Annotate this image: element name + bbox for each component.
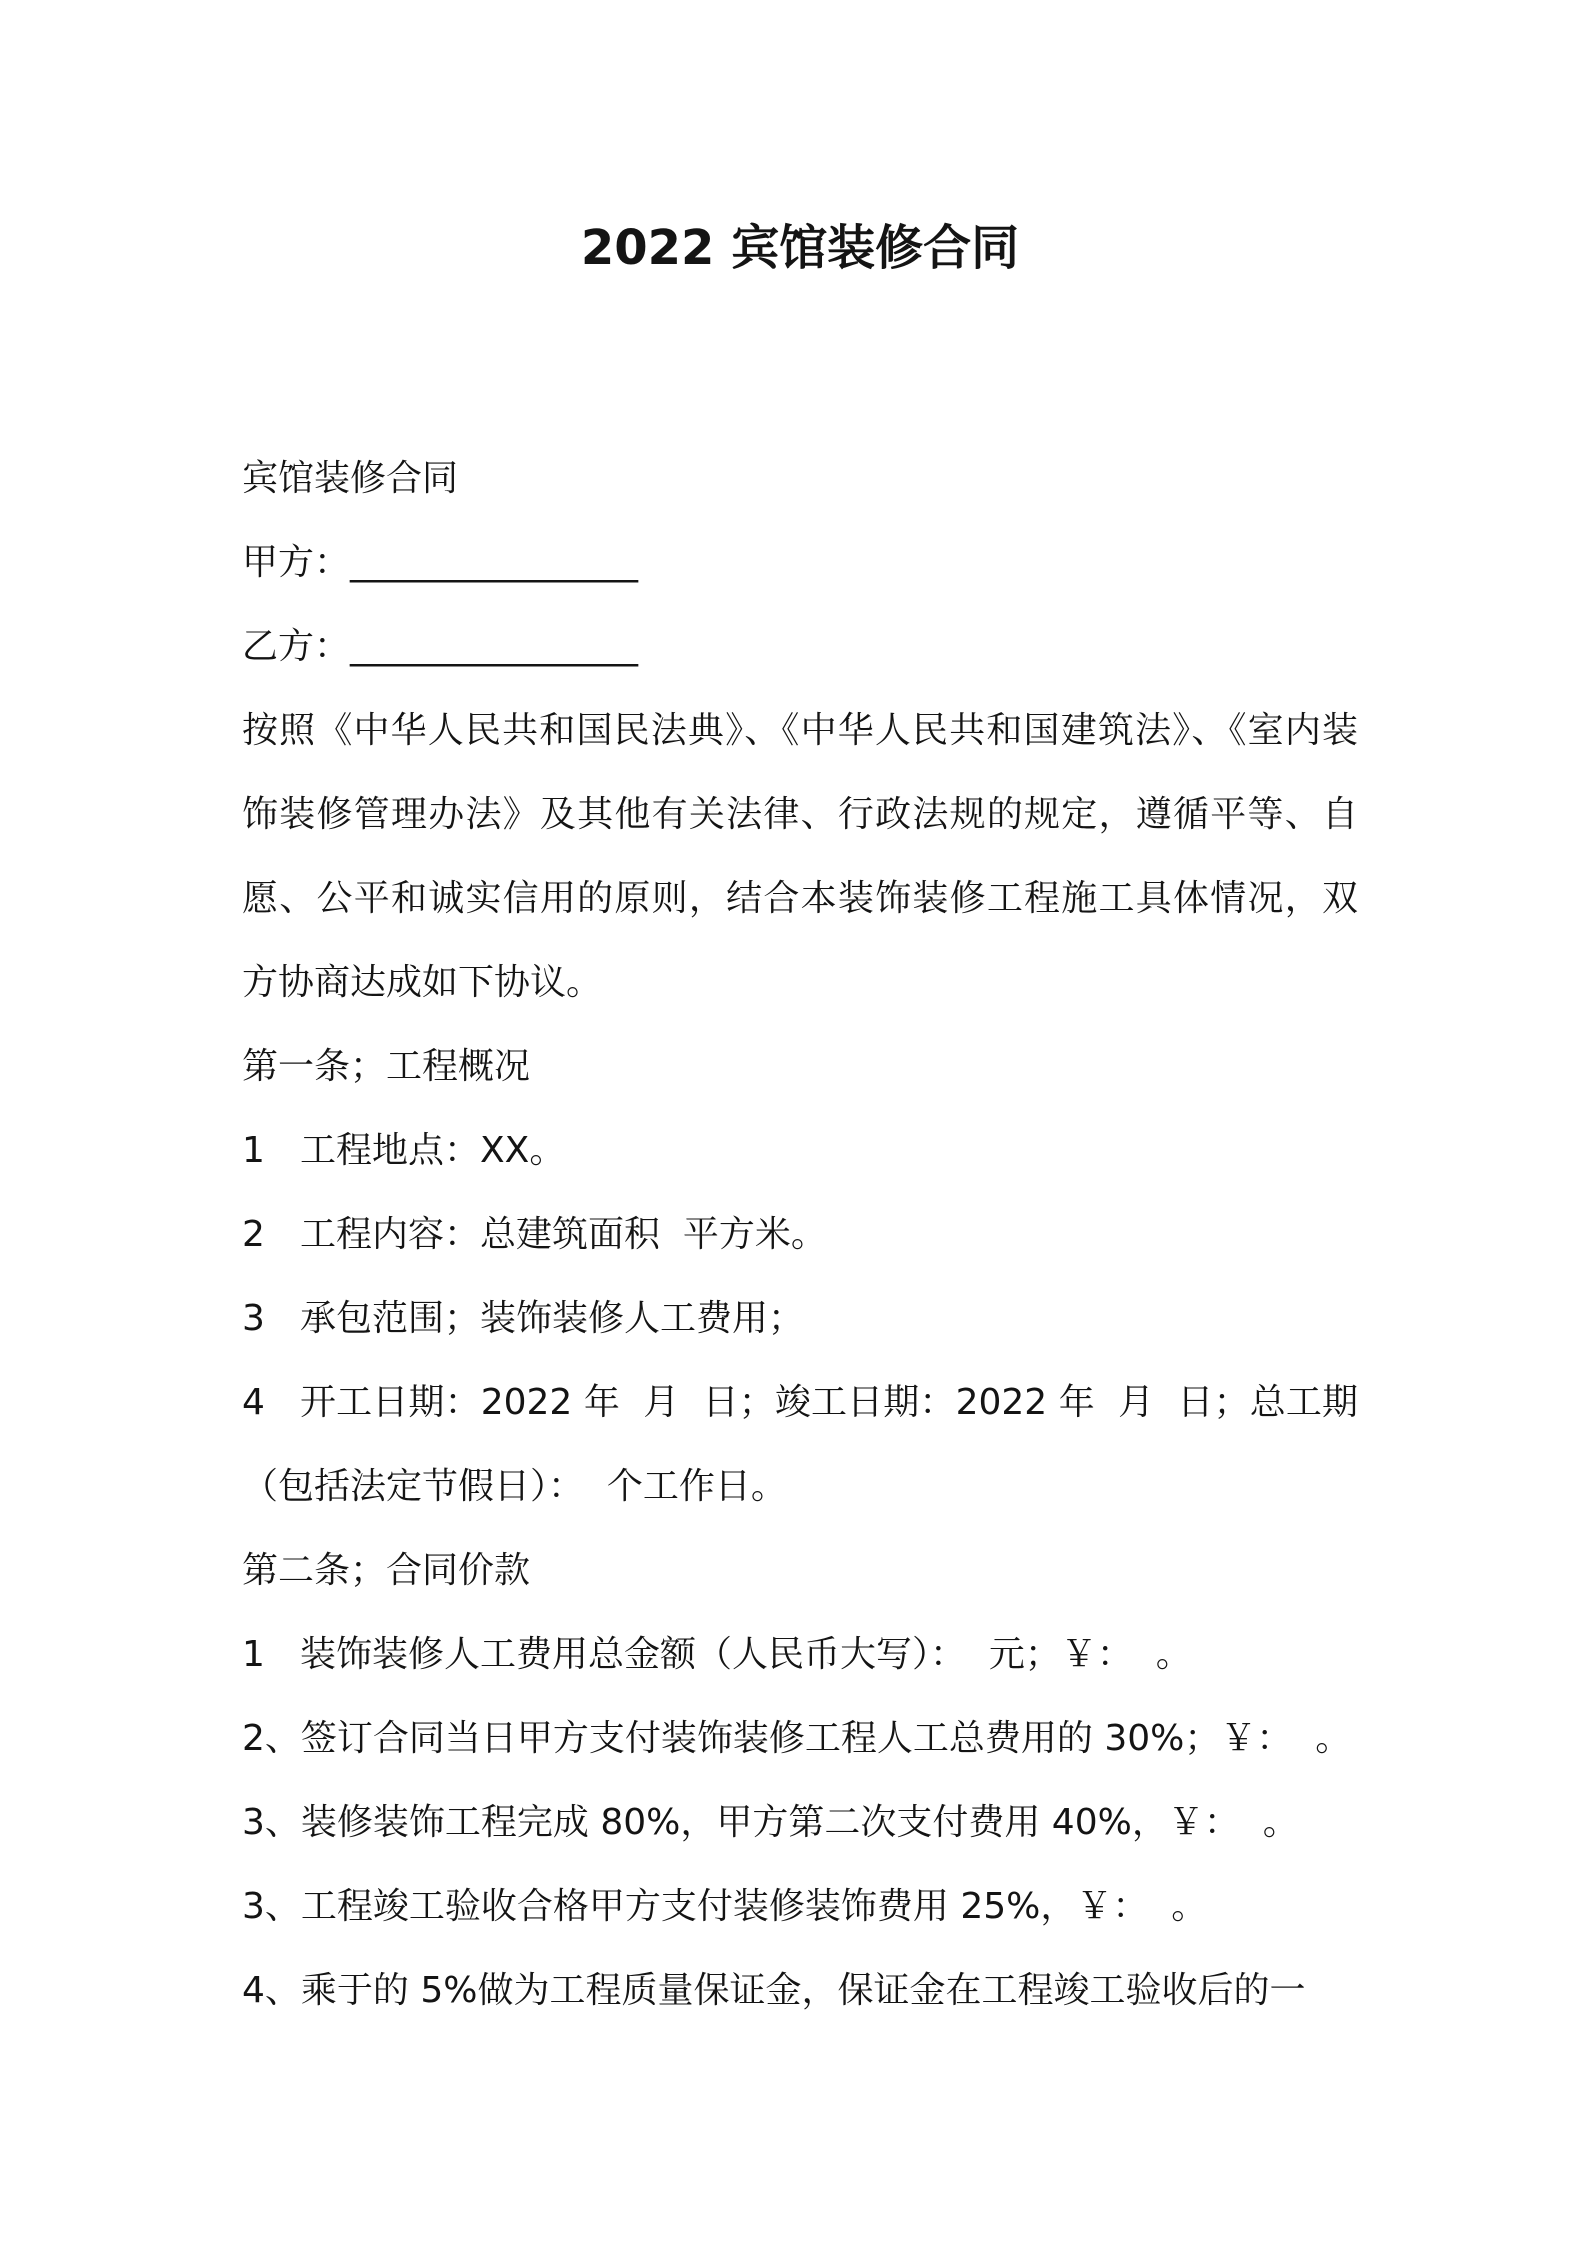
- article-1-section: [242, 1025, 1358, 1529]
- item-continuation: （包括法定节假日）： 个工作日。: [242, 1466, 787, 1507]
- preamble-line: 愿、公平和诚实信用的原则，结合本装饰装修工程施工具体情况，双: [242, 878, 1358, 919]
- item-number: 1: [242, 1634, 265, 1675]
- preamble-paragraph: [242, 689, 1358, 1025]
- item-number: 2: [242, 1214, 265, 1255]
- preamble-line: 按照《中华人民共和国民法典》、《中华人民共和国建筑法》、《室内装: [242, 710, 1358, 751]
- article-2-item: 4、乘于的 5%做为工程质量保证金，保证金在工程竣工验收后的一: [242, 1970, 1306, 2011]
- item-number: 1: [242, 1130, 265, 1171]
- item-number: 4: [242, 1382, 265, 1423]
- article-1-item: [242, 1277, 1358, 1361]
- article-2-item: 3、装修装饰工程完成 80%，甲方第二次支付费用 40%，￥： 。: [242, 1802, 1299, 1843]
- item-text: 装饰装修人工费用总金额（人民币大写）： 元；￥： 。: [300, 1634, 1192, 1675]
- article-2-item: [242, 1613, 1358, 1697]
- item-text: 开工日期：2022 年 月 日；竣工日期：2022 年 月 日；总工期: [300, 1382, 1358, 1423]
- article-1-item: [242, 1361, 1358, 1445]
- contract-name: 宾馆装修合同: [242, 458, 459, 499]
- article-2-section: [242, 1529, 1358, 2033]
- item-text: 工程地点：XX。: [300, 1130, 566, 1171]
- article-2-item: 3、工程竣工验收合格甲方支付装修装饰费用 25%，￥： 。: [242, 1886, 1208, 1927]
- item-text: 承包范围；装饰装修人工费用；: [300, 1298, 805, 1339]
- article-1-item: [242, 1109, 1358, 1193]
- item-number: 3: [242, 1298, 265, 1339]
- article-1-heading: 第一条；工程概况: [242, 1046, 531, 1087]
- party-b-line: 乙方：________________: [242, 626, 639, 667]
- preamble-line: 方协商达成如下协议。: [242, 962, 603, 1003]
- document-title: 2022 宾馆装修合同: [580, 220, 1020, 276]
- article-2-item: 2、签订合同当日甲方支付装饰装修工程人工总费用的 30%；￥： 。: [242, 1718, 1352, 1759]
- document-body: [242, 437, 1358, 2033]
- article-1-item: [242, 1193, 1358, 1277]
- preamble-line: 饰装修管理办法》及其他有关法律、行政法规的规定，遵循平等、自: [242, 794, 1358, 835]
- article-2-heading: 第二条；合同价款: [242, 1550, 531, 1591]
- party-a-line: 甲方：________________: [242, 542, 639, 583]
- item-text: 工程内容：总建筑面积 平方米。: [300, 1214, 827, 1255]
